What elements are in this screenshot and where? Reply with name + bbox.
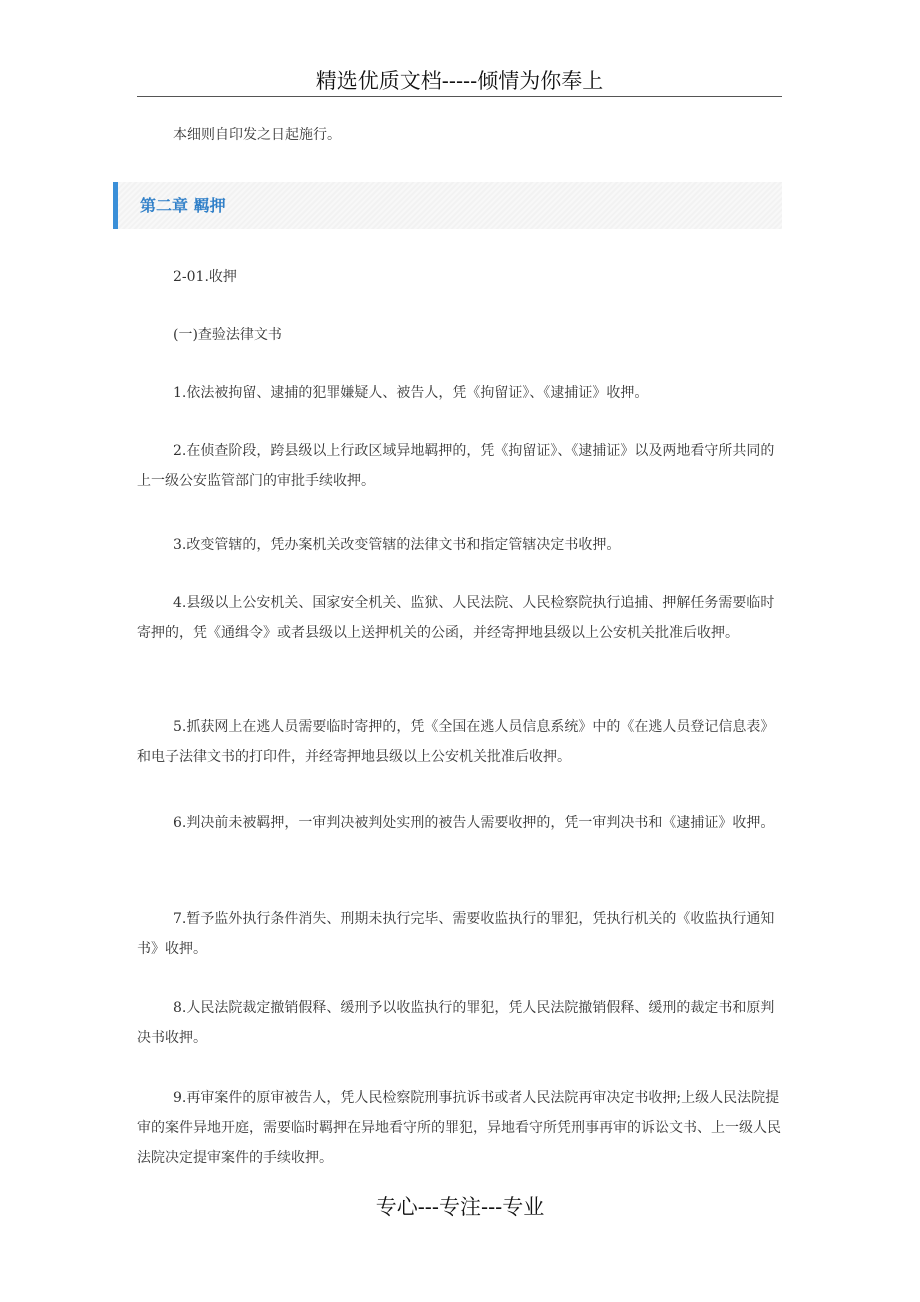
subsection-heading: (一)查验法律文书 xyxy=(173,327,282,343)
list-item-4: 4.县级以上公安机关、国家安全机关、监狱、人民法院、人民检察院执行追捕、押解任务需要临时寄押的，凭《通缉令》或者县级以上送押机关的公函，并经寄押地县级以上公安机关批准后收押。 xyxy=(137,595,775,641)
section-heading: 2-01.收押 xyxy=(173,269,237,285)
list-item-9: 9.再审案件的原审被告人，凭人民检察院刑事抗诉书或者人民法院再审决定书收押;上级人民法院提审的案件异地开庭，需要临时羁押在异地看守所的罪犯，异地看守所凭刑事再审的诉讼文书、上一级人民法院决定提审案件的手续收押。 xyxy=(137,1090,781,1166)
list-item-7: 7.暂予监外执行条件消失、刑期未执行完毕、需要收监执行的罪犯，凭执行机关的《收监执行通知书》收押。 xyxy=(137,911,775,957)
list-item-5: 5.抓获网上在逃人员需要临时寄押的，凭《全国在逃人员信息系统》中的《在逃人员登记信息表》和电子法律文书的打印件，并经寄押地县级以上公安机关批准后收押。 xyxy=(137,719,775,765)
list-item-3: 3.改变管辖的，凭办案机关改变管辖的法律文书和指定管辖决定书收押。 xyxy=(173,537,621,553)
list-item-8: 8.人民法院裁定撤销假释、缓刑予以收监执行的罪犯，凭人民法院撤销假释、缓刑的裁定书和原判决书收押。 xyxy=(137,1000,775,1046)
chapter-title: 第二章 羁押 xyxy=(140,196,226,215)
list-item-1: 1.依法被拘留、逮捕的犯罪嫌疑人、被告人，凭《拘留证》、《逮捕证》收押。 xyxy=(173,385,649,401)
page-footer: 专心---专注---专业 xyxy=(375,1195,545,1219)
intro-paragraph: 本细则自印发之日起施行。 xyxy=(173,127,341,143)
page-header: 精选优质文档-----倾情为你奉上 xyxy=(137,66,782,97)
list-item-6: 6.判决前未被羁押，一审判决被判处实刑的被告人需要收押的，凭一审判决书和《逮捕证》收押。 xyxy=(173,815,775,831)
chapter-heading-bar xyxy=(113,182,782,229)
list-item-2: 2.在侦查阶段，跨县级以上行政区域异地羁押的，凭《拘留证》、《逮捕证》以及两地看守所共同的上一级公安监管部门的审批手续收押。 xyxy=(137,443,775,489)
